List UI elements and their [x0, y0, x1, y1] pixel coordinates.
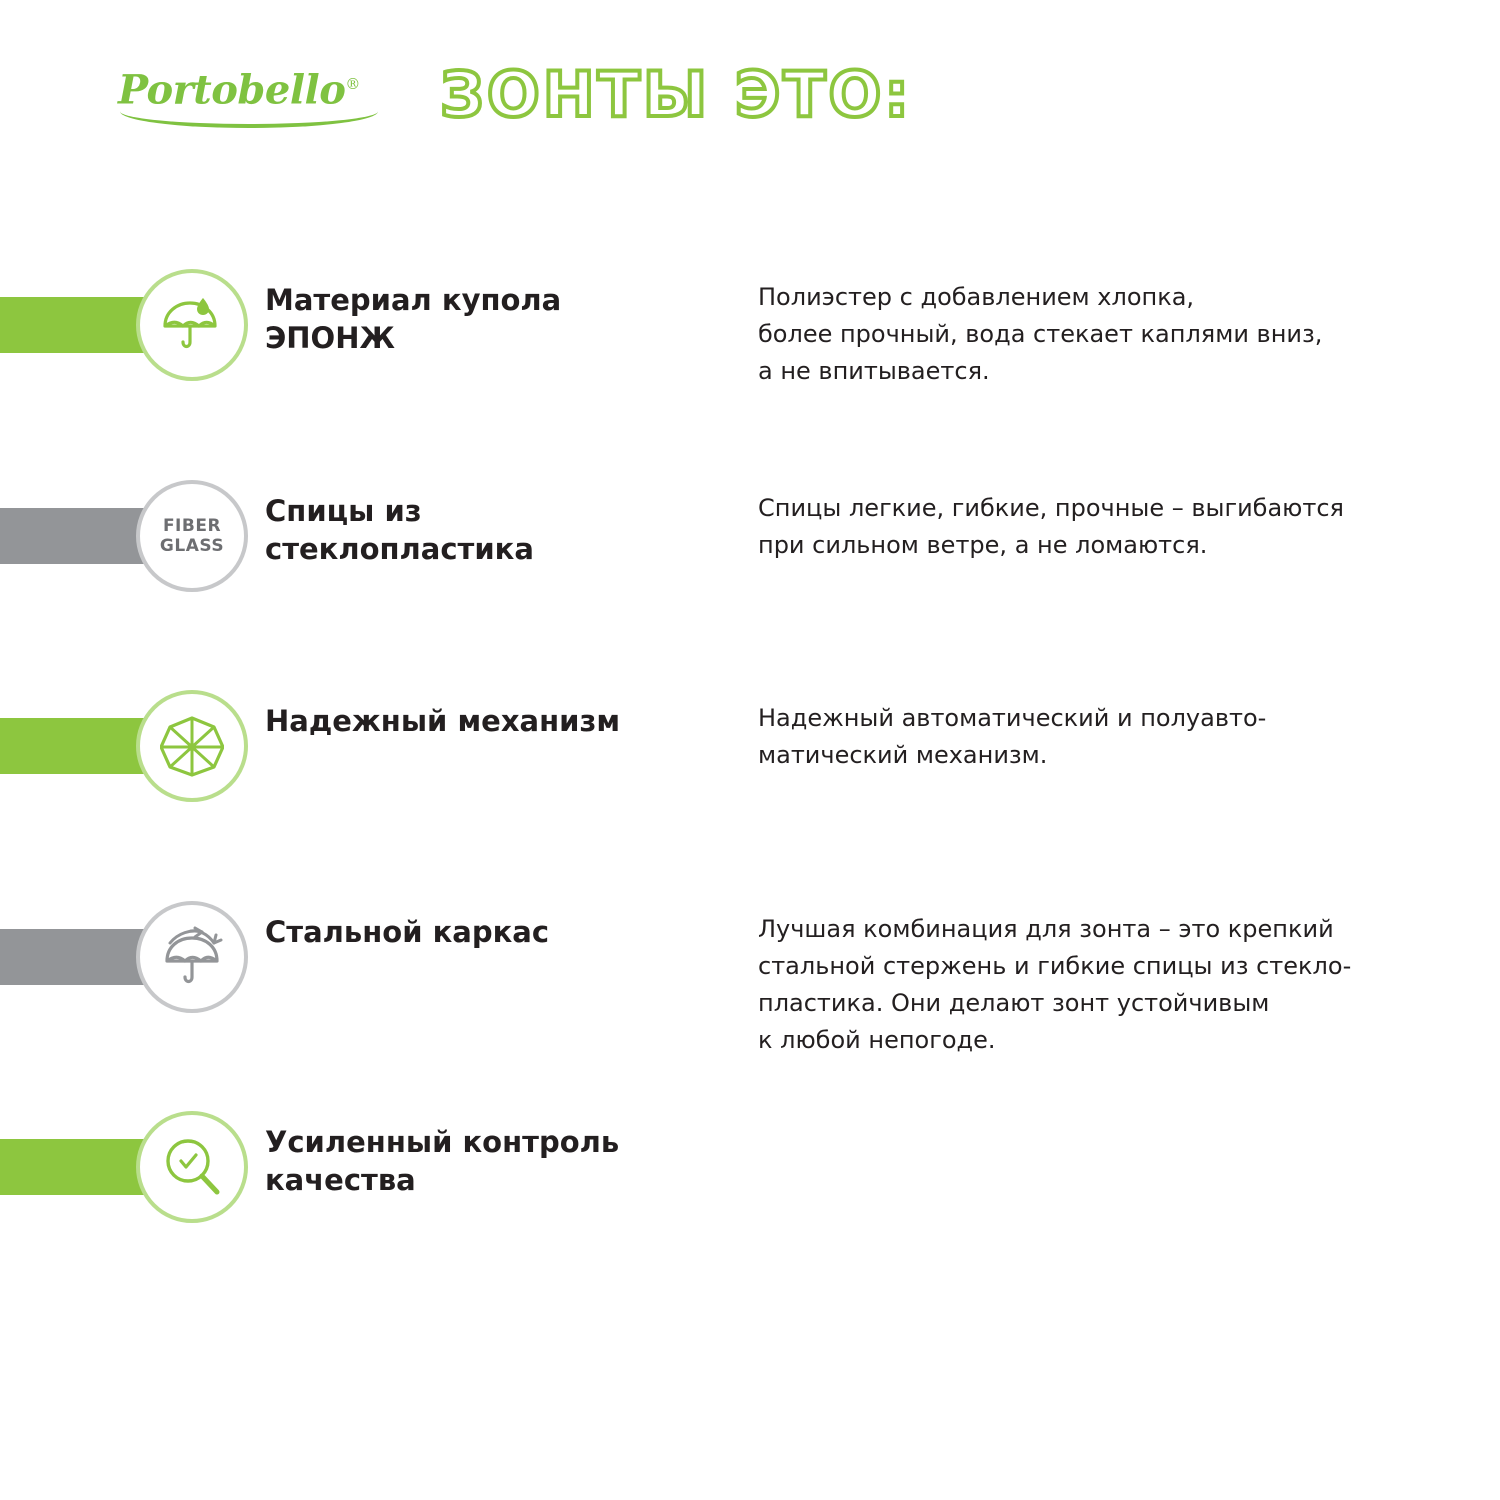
feature-icon-badge [136, 690, 248, 802]
feature-title [265, 913, 695, 951]
feature-description [758, 490, 1438, 564]
feature-description-line: при сильном ветре, а не ломаются. [758, 531, 1208, 559]
feature-description-line: матический механизм. [758, 741, 1048, 769]
feature-description-line: более прочный, вода стекает каплями вниз, [758, 320, 1323, 348]
fiberglass-icon [160, 516, 224, 556]
feature-description-line: Лучшая комбинация для зонта – это крепкий [758, 915, 1334, 943]
feature-description-line: пластика. Они делают зонт устойчивым [758, 989, 1270, 1017]
feature-description-line: стальной стержень и гибкие спицы из стекло- [758, 952, 1352, 980]
feature-title-line: стеклопластика [265, 532, 534, 566]
feature-description-line: Полиэстер с добавлением хлопка, [758, 283, 1195, 311]
feature-icon-badge [136, 480, 248, 592]
fiberglass-label-line: FIBER [162, 516, 222, 536]
feature-title-line: Усиленный контроль [265, 1125, 620, 1159]
feature-description [758, 279, 1438, 390]
umbrella-water-drop-icon [159, 294, 225, 356]
feature-description-line: Надежный автоматический и полуавто- [758, 704, 1267, 732]
feature-title [265, 702, 695, 740]
registered-trademark-icon: ® [345, 75, 360, 93]
feature-title-line: Спицы из [265, 494, 422, 528]
page-title: ЗОНТЫ ЭТО: [440, 58, 913, 131]
feature-title-line: качества [265, 1163, 416, 1197]
feature-title [265, 281, 695, 357]
fiberglass-label-line: GLASS [159, 536, 225, 556]
feature-description-line: а не впитывается. [758, 357, 990, 385]
magnifier-check-icon [160, 1135, 224, 1199]
feature-description-line: к любой непогоде. [758, 1026, 996, 1054]
fiberglass-label [160, 516, 224, 556]
umbrella-top-view-icon [160, 714, 224, 778]
umbrella-wind-arrows-icon [158, 925, 226, 989]
feature-description [758, 911, 1438, 1059]
feature-title-line: Материал купола [265, 283, 562, 317]
feature-description-line: Спицы легкие, гибкие, прочные – выгибаются [758, 494, 1344, 522]
feature-icon-badge [136, 1111, 248, 1223]
feature-description [758, 700, 1438, 774]
feature-title-line: ЭПОНЖ [265, 321, 395, 355]
feature-title [265, 492, 695, 568]
brand-name-text: Portobello [118, 66, 346, 114]
feature-title-line: Надежный механизм [265, 704, 621, 738]
feature-icon-badge [136, 269, 248, 381]
feature-title-line: Стальной каркас [265, 915, 550, 949]
feature-icon-badge [136, 901, 248, 1013]
feature-title [265, 1123, 695, 1199]
